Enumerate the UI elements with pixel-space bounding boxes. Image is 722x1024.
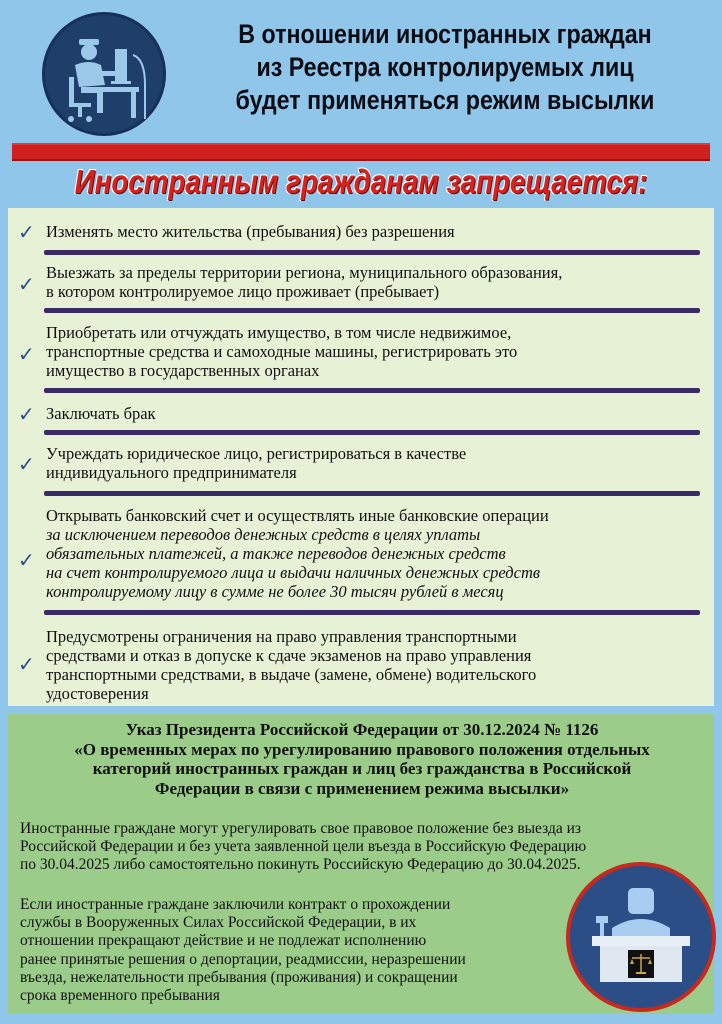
decree-title-line: Федерации в связи с применением режима высылки» [154, 778, 570, 798]
decree-paragraph-line: ранее принятые решения о депортации, реадмиссии, неразрешении [20, 950, 466, 968]
item-divider [44, 250, 700, 255]
decree-paragraph-line: въезда, нежелательности пребывания (проживания) и сокращении [20, 968, 458, 986]
office-worker-icon [42, 12, 166, 136]
prohibition-line: Открывать банковский счет и осуществлять иные банковские операции [46, 506, 549, 525]
prohibition-line: имущество в государственных органах [46, 361, 320, 380]
prohibition-text [46, 263, 706, 301]
prohibition-line: Заключать брак [46, 404, 156, 423]
decree-title [22, 720, 702, 798]
decree-paragraph-line: службы в Вооруженных Силах Российской Федерации, в их [20, 914, 417, 932]
item-divider [44, 388, 700, 393]
item-divider [44, 430, 700, 435]
prohibition-line: Изменять место жительства (пребывания) без разрешения [46, 222, 455, 241]
checkmark-icon: ✓ [18, 342, 35, 366]
prohibition-text [46, 506, 706, 601]
prohibition-text [46, 444, 706, 482]
checkmark-icon: ✓ [18, 452, 35, 476]
checkmark-icon: ✓ [18, 220, 35, 244]
prohibition-exception-line: на счет контролируемого лица и выдачи наличных денежных средств [46, 563, 541, 582]
prohibitions-panel [8, 208, 714, 706]
decree-paragraph-line: Российской Федерации и без учета заявленной цели въезда в Российскую Федерацию [20, 838, 587, 855]
prohibition-line: Выезжать за пределы территории региона, муниципального образования, [46, 263, 563, 282]
decree-paragraph-line: отношении прекращают действие и не подлежат исполнению [20, 932, 427, 950]
item-divider [44, 610, 700, 615]
prohibition-line: Учреждать юридическое лицо, регистрироваться в качестве [46, 444, 467, 463]
prohibition-line: удостоверения [46, 684, 149, 703]
prohibition-text [46, 627, 706, 703]
checkmark-icon: ✓ [18, 548, 35, 572]
prohibition-exception-line: обязательных платежей, а также переводов денежных средств [46, 544, 506, 563]
item-divider [44, 491, 700, 496]
item-divider [44, 308, 700, 313]
checkmark-icon: ✓ [18, 652, 35, 676]
prohibition-line: в котором контролируемое лицо проживает (пребывает) [46, 282, 440, 301]
military-contract-paragraph [20, 896, 580, 1005]
prohibition-line: Приобретать или отчуждать имущество, в том числе недвижимое, [46, 323, 512, 342]
header-title-line: будет применяться режим высылки [235, 85, 655, 115]
checkmark-icon: ✓ [18, 402, 35, 426]
decree-title-line: Указ Президента Российской Федерации от 30.12.2024 № 1126 [125, 720, 599, 739]
decree-paragraph-line: по 30.04.2025 либо самостоятельно покинуть Российскую Федерацию до 30.04.2025. [20, 856, 581, 873]
header-title-line: из Реестра контролируемых лиц [256, 52, 634, 82]
prohibition-exception-line: контролируемому лицу в сумме не более 30 тысяч рублей в месяц [46, 582, 504, 601]
prohibition-line: Предусмотрены ограничения на право управления транспортными [46, 627, 517, 646]
decree-title-line: «О временных мерах по урегулированию правового положения отдельных [74, 739, 650, 759]
prohibition-text [46, 404, 706, 423]
decree-paragraph-line: срока временного пребывания [20, 987, 220, 1005]
checkmark-icon: ✓ [18, 272, 35, 296]
prohibitions-heading: Иностранным гражданам запрещается: [74, 163, 648, 200]
header-title-line: В отношении иностранных граждан [238, 19, 652, 49]
decree-paragraph-line: Иностранные граждане могут урегулировать свое правовое положение без выезда из [20, 820, 582, 837]
red-divider [12, 143, 710, 161]
judge-icon [566, 862, 716, 1012]
prohibition-line: транспортными средствами, в выдаче (замене, обмене) водительского [46, 665, 537, 684]
prohibition-text [46, 222, 706, 241]
prohibition-line: транспортные средства и самоходные машины, регистрировать это [46, 342, 518, 361]
prohibition-line: индивидуального предпринимателя [46, 463, 297, 482]
header-title [217, 18, 673, 117]
decree-title-line: категорий иностранных граждан и лиц без гражданства в Российской [92, 759, 632, 778]
prohibition-text [46, 323, 706, 380]
decree-paragraph-line: Если иностранные граждане заключили контракт о прохождении [20, 896, 451, 913]
prohibition-line: средствами и отказ в допуске к сдаче экзаменов на право управления [46, 646, 532, 665]
prohibition-exception-line: за исключением переводов денежных средств в целях уплаты [46, 525, 481, 544]
